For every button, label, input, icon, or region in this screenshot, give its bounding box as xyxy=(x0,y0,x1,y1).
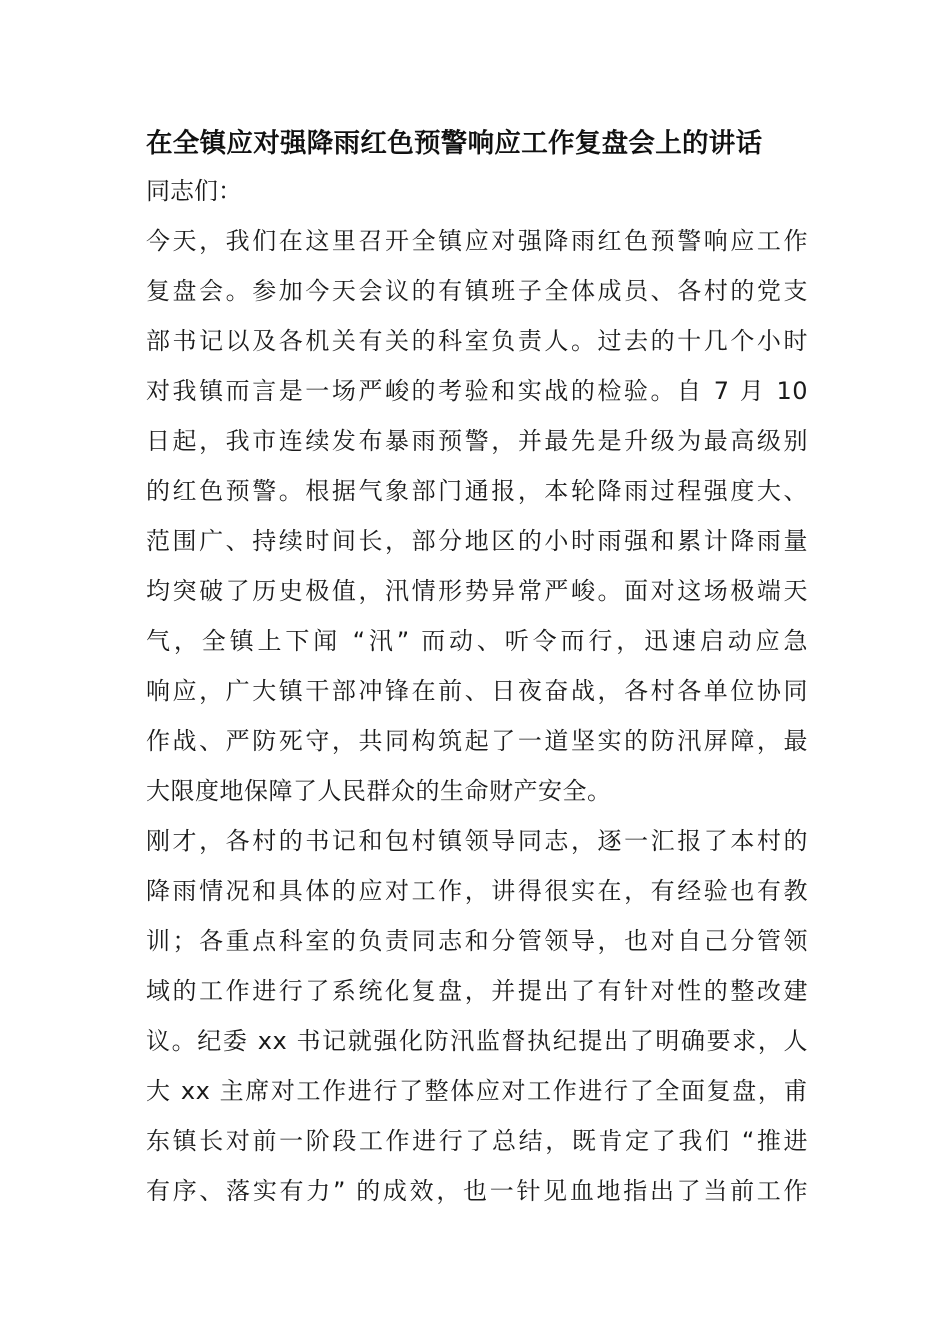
text-line: 大限度地保障了人民群众的生命财产安全。 xyxy=(146,777,612,805)
text-line: 的红色预警。根据气象部门通报，本轮降雨过程强度大、 xyxy=(146,477,808,505)
text-line: 响应，广大镇干部冲锋在前、日夜奋战，各村各单位协同 xyxy=(146,677,808,705)
salutation: 同志们： xyxy=(146,177,242,205)
text-line: 部书记以及各机关有关的科室负责人。过去的十几个小时 xyxy=(146,327,808,355)
text-line: 东镇长对前一阶段工作进行了总结，既肯定了我们 “推进 xyxy=(146,1127,808,1155)
text-line: 刚才，各村的书记和包村镇领导同志，逐一汇报了本村的 xyxy=(146,827,808,855)
paragraph-2 xyxy=(146,816,808,1216)
text-line: 今天，我们在这里召开全镇应对强降雨红色预警响应工作 xyxy=(146,227,808,255)
paragraph-1 xyxy=(146,216,808,816)
text-line: 均突破了历史极值，汛情形势异常严峻。面对这场极端天 xyxy=(146,577,808,605)
text-line: 气，全镇上下闻 “汛” 而动、听令而行，迅速启动应急 xyxy=(146,627,808,655)
text-line: 训；各重点科室的负责同志和分管领导，也对自己分管领 xyxy=(146,927,808,955)
text-line: 作战、严防死守，共同构筑起了一道坚实的防汛屏障，最 xyxy=(146,727,808,755)
text-line: 日起，我市连续发布暴雨预警，并最先是升级为最高级别 xyxy=(146,427,808,455)
text-line: 降雨情况和具体的应对工作，讲得很实在，有经验也有教 xyxy=(146,877,808,905)
text-line: 域的工作进行了系统化复盘，并提出了有针对性的整改建 xyxy=(146,977,808,1005)
text-line: 复盘会。参加今天会议的有镇班子全体成员、各村的党支 xyxy=(146,277,808,305)
document-body xyxy=(146,166,808,1216)
document-title: 在全镇应对强降雨红色预警响应工作复盘会上的讲话 xyxy=(146,128,763,159)
text-line: 有序、落实有力” 的成效，也一针见血地指出了当前工作 xyxy=(146,1177,808,1205)
text-line: 范围广、持续时间长，部分地区的小时雨强和累计降雨量 xyxy=(146,527,808,555)
text-line: 大 xx 主席对工作进行了整体应对工作进行了全面复盘，甫 xyxy=(146,1077,808,1105)
text-line: 议。纪委 xx 书记就强化防汛监督执纪提出了明确要求，人 xyxy=(146,1027,808,1055)
text-line: 对我镇而言是一场严峻的考验和实战的检验。自 7 月 10 xyxy=(146,377,808,405)
